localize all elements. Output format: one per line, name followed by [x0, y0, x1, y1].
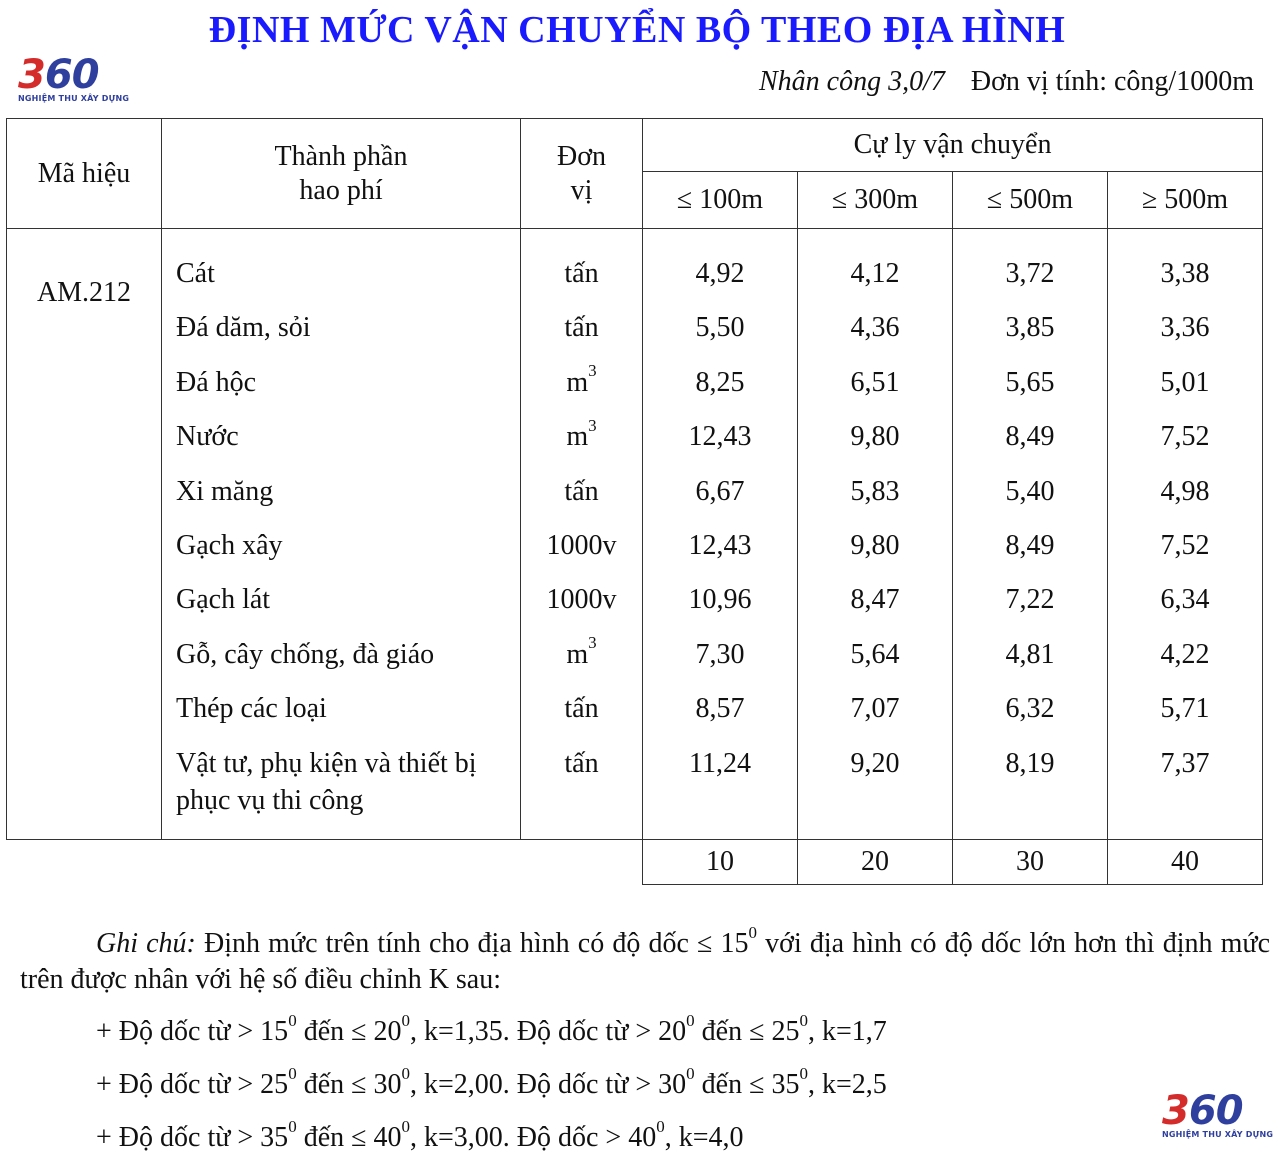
- component-column: [162, 229, 521, 840]
- norm-value-v4: 4,22: [1160, 638, 1210, 670]
- note-sup: 0: [748, 922, 758, 942]
- norm-value-v3: 6,32: [1005, 693, 1055, 725]
- norm-value-v1: 11,24: [689, 747, 751, 779]
- slope-rule-1: + Độ dốc từ > $15^0$ đến ≤ $20^0$, k=1,35. Độ dốc từ > $20^0$ đến ≤ $25^0$, k=1,7: [96, 1010, 887, 1047]
- component-name: Gạch xây: [176, 529, 283, 561]
- note-label: Ghi chú:: [96, 928, 196, 959]
- value-column-d3: [953, 229, 1108, 840]
- header-unit-line1: Đơn: [556, 140, 607, 172]
- norm-value-v1: 8,25: [695, 366, 745, 398]
- norm-value-v4: 7,52: [1160, 529, 1210, 561]
- footer-row: [7, 839, 1263, 884]
- unit-value: 1000v: [546, 584, 617, 616]
- unit-value: $m^3$: [566, 633, 597, 670]
- labor-rate: Nhân công 3,0/7: [758, 66, 945, 97]
- value-column-d4: [1108, 229, 1263, 840]
- component-name: Đá dăm, sỏi: [176, 312, 311, 344]
- norm-value-v3: 8,49: [1005, 421, 1055, 453]
- norm-value-v1: 12,43: [688, 529, 752, 561]
- page-title: ĐỊNH MỨC VẬN CHUYỂN BỘ THEO ĐỊA HÌNH: [208, 9, 1066, 51]
- value-column-d1: [643, 229, 798, 840]
- unit-value: tấn: [564, 747, 599, 779]
- norm-value-v4: 5,71: [1160, 693, 1210, 725]
- norm-value-v2: 7,07: [850, 693, 900, 725]
- component-name: Cát: [176, 258, 215, 289]
- logo-360-bottom: [1162, 1088, 1274, 1139]
- norm-value-v4: 5,01: [1160, 366, 1210, 398]
- norm-value-v4: 3,36: [1160, 312, 1210, 344]
- norm-value-v3: 7,22: [1005, 584, 1055, 616]
- footer-code-1: 10: [643, 839, 798, 884]
- norm-value-v2: 5,83: [850, 475, 900, 507]
- component-name: Đá hộc: [176, 366, 257, 398]
- component-name: Vật tư, phụ kiện và thiết bị phục vụ thi công: [176, 747, 477, 816]
- footer-code-2: 20: [798, 839, 953, 884]
- unit-value: tấn: [564, 312, 599, 344]
- note-paragraph: [20, 922, 1270, 998]
- unit-note: Đơn vị tính: công/1000m: [970, 66, 1254, 97]
- norm-value-v3: 3,72: [1005, 258, 1055, 289]
- component-name: Thép các loại: [176, 693, 327, 725]
- norm-value-v3: 5,65: [1005, 366, 1055, 398]
- header-d1: ≤ 100m: [643, 172, 798, 229]
- note-text-a: Định mức trên tính cho địa hình có độ dốc ≤ 15: [195, 928, 749, 959]
- norm-value-v3: 5,40: [1005, 475, 1055, 507]
- header-unit: [521, 119, 643, 229]
- norm-table: [6, 118, 1263, 885]
- unit-value: 1000v: [546, 529, 617, 561]
- code-cell: AM.212: [7, 229, 162, 840]
- norm-value-v3: 8,49: [1005, 529, 1055, 561]
- subheader: [759, 66, 1254, 98]
- unit-value: $m^3$: [566, 415, 597, 453]
- norm-value-v4: 7,37: [1160, 747, 1210, 779]
- slope-rules: [96, 1010, 887, 1169]
- logo-tagline: NGHIỆM THU XÂY DỰNG: [1162, 1130, 1274, 1139]
- norm-value-v2: 9,20: [850, 747, 900, 779]
- norm-value-v2: 8,47: [850, 584, 900, 616]
- slope-rule-3: + Độ dốc từ > $35^0$ đến ≤ $40^0$, k=3,00. Độ dốc > $40^0$, k=4,0: [96, 1116, 744, 1153]
- norm-value-v3: 8,19: [1005, 747, 1055, 779]
- logo-360-top: [18, 52, 130, 103]
- component-name: Xi măng: [176, 475, 274, 507]
- footer-blank: [7, 839, 643, 884]
- logo-mark: 360: [1162, 1088, 1243, 1134]
- norm-value-v3: 4,81: [1005, 638, 1055, 670]
- norm-value-v4: 3,38: [1160, 258, 1210, 289]
- logo-tagline: NGHIỆM THU XÂY DỰNG: [18, 94, 130, 103]
- unit-value: $m^3$: [566, 361, 597, 398]
- unit-value: tấn: [564, 258, 599, 289]
- norm-value-v2: 4,12: [850, 258, 900, 289]
- component-name: Gạch lát: [176, 584, 271, 616]
- header-d4: ≥ 500m: [1108, 172, 1263, 229]
- norm-value-v1: 12,43: [688, 421, 752, 453]
- norm-value-v1: 10,96: [688, 584, 752, 616]
- norm-value-v4: 6,34: [1160, 584, 1210, 616]
- norm-value-v2: 5,64: [850, 638, 900, 670]
- norm-value-v1: 6,67: [695, 475, 745, 507]
- header-component-line1: Thành phần: [274, 140, 408, 172]
- norm-value-v2: 6,51: [850, 366, 900, 398]
- header-component: [162, 119, 521, 229]
- header-component-line2: hao phí: [299, 174, 383, 206]
- header-distance: Cự ly vận chuyển: [643, 119, 1263, 172]
- header-unit-line2: vị: [570, 174, 593, 206]
- footer-code-4: 40: [1108, 839, 1263, 884]
- norm-value-v2: 9,80: [850, 529, 900, 561]
- header-d3: ≤ 500m: [953, 172, 1108, 229]
- unit-column: [521, 229, 643, 840]
- note: [20, 922, 1270, 998]
- norm-value-v1: 4,92: [695, 258, 745, 289]
- unit-value: tấn: [564, 693, 599, 725]
- header-d2: ≤ 300m: [798, 172, 953, 229]
- norm-value-v1: 7,30: [695, 638, 745, 670]
- norm-value-v1: 8,57: [695, 693, 745, 725]
- norm-value-v2: 4,36: [850, 312, 900, 344]
- unit-value: tấn: [564, 475, 599, 507]
- note-text-b: với địa hình có độ dốc lớn hơn thì định mức trên được nhân với hệ số điều chỉnh K sau:: [20, 928, 1270, 995]
- norm-value-v1: 5,50: [695, 312, 745, 344]
- component-name: Gỗ, cây chống, đà giáo: [176, 638, 435, 670]
- slope-rule-2: + Độ dốc từ > $25^0$ đến ≤ $30^0$, k=2,00. Độ dốc từ > $30^0$ đến ≤ $35^0$, k=2,5: [96, 1063, 887, 1100]
- logo-mark: 360: [18, 52, 99, 98]
- component-name: Nước: [176, 421, 239, 453]
- norm-value-v4: 4,98: [1160, 475, 1210, 507]
- norm-value-v2: 9,80: [850, 421, 900, 453]
- value-column-d2: [798, 229, 953, 840]
- norm-value-v3: 3,85: [1005, 312, 1055, 344]
- norm-value-v4: 7,52: [1160, 421, 1210, 453]
- table-body-row: [7, 229, 1263, 840]
- header-code: Mã hiệu: [7, 119, 162, 229]
- footer-code-3: 30: [953, 839, 1108, 884]
